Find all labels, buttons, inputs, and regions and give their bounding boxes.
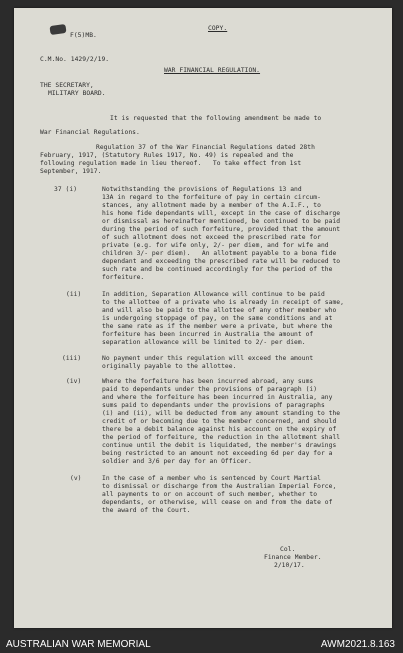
- clause-label: (v): [70, 475, 82, 482]
- signature-rank: Col.: [280, 546, 296, 553]
- clause-line: of such allotment does not exceed the prescribed rate for: [102, 234, 321, 241]
- clause-line: to dismissal or discharge from the Australian Imperial Force,: [102, 483, 337, 490]
- clause-line: separation allowance will be limited to 2/- per diem.: [102, 339, 306, 346]
- clause-line: the award of the Court.: [102, 507, 191, 514]
- clause-line: and will also be paid to the allottee of any other member who: [102, 307, 337, 314]
- clause-line: forfeiture.: [102, 274, 145, 281]
- clause-line: is undergoing stoppage of pay, on the same conditions and at: [102, 315, 333, 322]
- clause-line: his home fide dependants will, except in the case of discharge: [102, 210, 341, 217]
- clause-line: there be a debit balance against his account on the expiry of: [102, 426, 337, 433]
- file-reference: F(5)MB.: [70, 32, 97, 39]
- clause-line: such rate and be continued accordingly for the period of the: [102, 266, 333, 273]
- archive-accession-number: AWM2021.8.163: [320, 639, 395, 650]
- clause-line: paid to dependants under the provisions of paragraph (i): [102, 386, 318, 393]
- clause-line: or dismissal as hereinafter mentioned, be continued to be paid: [102, 218, 341, 225]
- clause-line: the same rate as if the member were a private, but where the: [102, 323, 333, 330]
- clause-line: dependants, or otherwise, will cease on and from the date of: [102, 499, 333, 506]
- clause-line: In addition, Separation Allowance will continue to be paid: [102, 291, 325, 298]
- copy-label: COPY.: [208, 25, 228, 32]
- clause-line: during the period of such forfeiture, provided that the amount: [102, 226, 341, 233]
- clause-line: the period of forfeiture, the reduction in the allotment shall: [102, 434, 341, 441]
- clause-line: sums paid to dependants under the provisions of paragraphs: [102, 402, 325, 409]
- clause-line: originally payable to the allottee.: [102, 363, 237, 370]
- regulation-intro-line: February, 1917, (Statutory Rules 1917, No. 49) is repealed and the: [40, 152, 294, 159]
- clause-line: credit of or becoming due to the member concerned, and should: [102, 418, 337, 425]
- addressee-line: MILITARY BOARD.: [48, 90, 106, 97]
- clause-line: (i) and (ii), will be deducted from any amount standing to the: [102, 410, 341, 417]
- signature-date: 2/10/17.: [274, 562, 305, 569]
- regulation-intro-line: September, 1917.: [40, 168, 102, 175]
- clause-line: private (e.g. for wife only, 2/- per diem, and for wife and: [102, 242, 329, 249]
- archive-name: AUSTRALIAN WAR MEMORIAL: [6, 639, 151, 650]
- archive-footer: [0, 636, 403, 653]
- intro-line: It is requested that the following amendment be made to: [110, 115, 322, 122]
- clause-line: No payment under this regulation will exceed the amount: [102, 355, 314, 362]
- file-number: C.M.No. 1429/2/19.: [40, 56, 110, 63]
- clause-label: (iv): [66, 378, 82, 385]
- clause-label: (iii): [62, 355, 82, 362]
- clause-line: stances, any allotment made by a member of the A.I.F., to: [102, 202, 321, 209]
- addressee-line: THE SECRETARY,: [40, 82, 94, 89]
- clause-line: Notwithstanding the provisions of Regulations 13 and: [102, 186, 302, 193]
- clause-line: Where the forfeiture has been incurred abroad, any sums: [102, 378, 314, 385]
- clause-line: and where the forfeiture has been incurred in Australia, any: [102, 394, 333, 401]
- regulation-intro-line: Regulation 37 of the War Financial Regulations dated 28th: [96, 144, 315, 151]
- clause-line: dependant and exceeding the prescribed rate will be reduced to: [102, 258, 341, 265]
- clause-label: (ii): [66, 291, 82, 298]
- clause-line: soldier and 3/6 per day for an Officer.: [102, 458, 252, 465]
- clause-line: In the case of a member who is sentenced by Court Martial: [102, 475, 321, 482]
- document-page: [14, 8, 392, 628]
- clause-line: 13A in regard to the forfeiture of pay in certain circum-: [102, 194, 321, 201]
- clause-line: continue until the debit is liquidated, the member's drawings: [102, 442, 337, 449]
- clause-line: forfeiture has been incurred in Australia the amount of: [102, 331, 314, 338]
- clause-label: 37 (i): [54, 186, 78, 193]
- clause-line: all payments to or on account of such member, whether to: [102, 491, 318, 498]
- signature-title: Finance Member.: [264, 554, 322, 561]
- clause-line: to the allottee of a private who is already in receipt of same,: [102, 299, 344, 306]
- clause-line: being restricted to an amount not exceeding 6d per day for a: [102, 450, 333, 457]
- regulation-intro-line: following regulation made in lieu thereof. To take effect from 1st: [40, 160, 302, 167]
- document-title: WAR FINANCIAL REGULATION.: [164, 67, 261, 74]
- clause-line: children 3/- per diem). An allotment payable to a bona fide: [102, 250, 337, 257]
- intro-line: War Financial Regulations.: [40, 129, 140, 136]
- ink-mark: [49, 24, 66, 35]
